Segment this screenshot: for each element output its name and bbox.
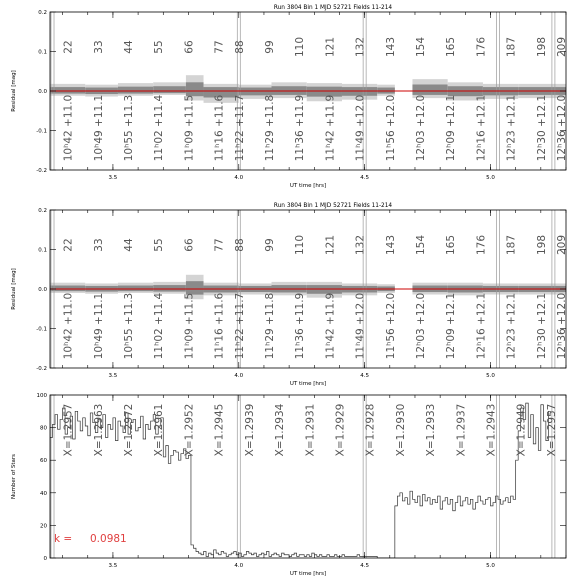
field-number-label: 44 bbox=[123, 238, 136, 252]
field-number-label: 99 bbox=[263, 40, 276, 54]
field-time-label: 11ʰ29 +11.8 bbox=[263, 94, 276, 162]
y-tick-label: 0 bbox=[43, 556, 47, 562]
field-number-label: 209 bbox=[555, 234, 568, 256]
residual-panel-middle bbox=[11, 203, 568, 387]
field-number-label: 66 bbox=[183, 238, 196, 252]
field-number-label: 176 bbox=[475, 36, 488, 58]
x-tick-label: 5.0 bbox=[486, 175, 495, 181]
field-time-label: 12ʰ36 +12.0 bbox=[555, 94, 568, 162]
error-band-inner bbox=[50, 87, 85, 94]
x-tick-label: 3.5 bbox=[108, 563, 118, 569]
y-tick-label: 20 bbox=[40, 523, 47, 530]
y-tick-label: 0.1 bbox=[38, 49, 47, 56]
airmass-label: X=1.2937 bbox=[455, 403, 468, 457]
error-band-inner bbox=[153, 86, 186, 93]
field-number-label: 198 bbox=[535, 234, 548, 256]
x-tick-label: 3.5 bbox=[108, 373, 118, 379]
field-time-label: 11ʰ36 +11.9 bbox=[294, 292, 307, 360]
field-time-label: 12ʰ16 +12.1 bbox=[475, 292, 488, 360]
field-number-label: 33 bbox=[92, 238, 105, 252]
error-band-inner bbox=[186, 82, 204, 96]
field-time-label: 11ʰ29 +11.8 bbox=[263, 292, 276, 360]
y-axis-label: Number of Stars bbox=[11, 453, 17, 500]
field-number-label: 154 bbox=[415, 36, 428, 58]
error-band-inner bbox=[186, 281, 204, 294]
field-number-label: 165 bbox=[445, 234, 458, 256]
field-time-label: 11ʰ49 +12.0 bbox=[354, 292, 367, 360]
field-time-label: 10ʰ55 +11.3 bbox=[123, 292, 136, 360]
field-time-label: 12ʰ03 +12.0 bbox=[415, 292, 428, 360]
field-number-label: 165 bbox=[445, 36, 458, 58]
field-time-label: 12ʰ23 +12.1 bbox=[505, 94, 518, 162]
field-number-label: 110 bbox=[294, 234, 307, 256]
k-label: k = bbox=[54, 533, 73, 545]
y-tick-label: 0.0 bbox=[38, 89, 47, 95]
field-number-label: 22 bbox=[62, 238, 75, 252]
field-number-label: 132 bbox=[354, 36, 367, 58]
airmass-label: X=1.2930 bbox=[394, 403, 407, 457]
y-tick-label: 0.1 bbox=[38, 247, 47, 254]
field-time-label: 11ʰ56 +12.0 bbox=[384, 94, 397, 162]
field-time-label: 11ʰ16 +11.6 bbox=[213, 94, 226, 162]
airmass-label: X=1.2939 bbox=[243, 403, 256, 457]
x-tick-label: 4.0 bbox=[234, 563, 244, 569]
airmass-label: X=1.2957 bbox=[62, 403, 75, 457]
field-number-label: 88 bbox=[233, 40, 246, 54]
k-value: 0.0981 bbox=[90, 533, 127, 545]
field-number-label: 187 bbox=[505, 234, 518, 256]
field-number-label: 33 bbox=[92, 40, 105, 54]
airmass-label: X=1.2961 bbox=[153, 403, 166, 457]
field-time-label: 11ʰ09 +11.5 bbox=[183, 292, 196, 360]
airmass-label: X=1.2952 bbox=[183, 403, 196, 457]
x-tick-label: 4.5 bbox=[360, 373, 370, 379]
field-number-label: 22 bbox=[62, 40, 75, 54]
y-tick-label: 40 bbox=[40, 490, 47, 497]
x-tick-label: 5.0 bbox=[486, 563, 495, 569]
airmass-label: X=1.2928 bbox=[364, 403, 377, 457]
chart-title: Run 3804 Bin 1 MJD 52721 Fields 11-214 bbox=[273, 5, 393, 11]
airmass-label: X=1.2972 bbox=[123, 403, 136, 457]
field-time-label: 12ʰ16 +12.1 bbox=[475, 94, 488, 162]
field-number-label: 143 bbox=[384, 36, 397, 58]
x-tick-label: 3.5 bbox=[108, 175, 118, 181]
field-time-label: 11ʰ49 +12.0 bbox=[354, 94, 367, 162]
y-axis-label: Residual [mag] bbox=[11, 70, 17, 112]
field-time-label: 12ʰ30 +12.1 bbox=[535, 94, 548, 162]
field-number-label: 143 bbox=[384, 234, 397, 256]
field-time-label: 12ʰ30 +12.1 bbox=[535, 292, 548, 360]
field-number-label: 209 bbox=[555, 36, 568, 58]
y-tick-label: 0.2 bbox=[38, 10, 47, 16]
field-number-label: 88 bbox=[233, 238, 246, 252]
field-number-label: 121 bbox=[324, 234, 337, 256]
field-number-label: 110 bbox=[294, 36, 307, 58]
field-number-label: 198 bbox=[535, 36, 548, 58]
y-axis-label: Residual [mag] bbox=[11, 268, 17, 310]
airmass-label: X=1.2929 bbox=[334, 403, 347, 457]
field-time-label: 11ʰ16 +11.6 bbox=[213, 292, 226, 360]
y-tick-label: -0.2 bbox=[36, 168, 47, 174]
x-tick-label: 4.5 bbox=[360, 563, 370, 569]
field-time-label: 12ʰ03 +12.0 bbox=[415, 94, 428, 162]
field-time-label: 11ʰ42 +11.9 bbox=[324, 94, 337, 162]
x-tick-label: 4.0 bbox=[234, 373, 244, 379]
field-time-label: 12ʰ09 +12.1 bbox=[445, 292, 458, 360]
error-band-inner bbox=[153, 285, 186, 292]
field-time-label: 11ʰ02 +11.4 bbox=[153, 292, 166, 360]
y-tick-label: 0.0 bbox=[38, 287, 47, 293]
error-band-inner bbox=[412, 84, 447, 94]
field-number-label: 77 bbox=[213, 40, 226, 54]
y-tick-label: -0.1 bbox=[36, 128, 47, 135]
error-band-inner bbox=[118, 286, 153, 292]
field-number-label: 187 bbox=[505, 36, 518, 58]
chart-title: Run 3804 Bin 1 MJD 52721 Fields 11-214 bbox=[273, 203, 393, 209]
airmass-label: X=1.2943 bbox=[485, 403, 498, 457]
field-number-label: 154 bbox=[415, 234, 428, 256]
x-axis-label: UT time [hrs] bbox=[289, 571, 327, 576]
field-number-label: 132 bbox=[354, 234, 367, 256]
star-count-panel bbox=[11, 393, 566, 576]
field-time-label: 12ʰ36 +12.0 bbox=[555, 292, 568, 360]
field-time-label: 10ʰ49 +11.1 bbox=[92, 94, 105, 162]
field-number-label: 44 bbox=[123, 40, 136, 54]
y-tick-label: -0.1 bbox=[36, 326, 47, 333]
residual-panel-top bbox=[11, 5, 568, 189]
field-time-label: 12ʰ23 +12.1 bbox=[505, 292, 518, 360]
y-tick-label: 100 bbox=[36, 393, 47, 399]
field-time-label: 11ʰ42 +11.9 bbox=[324, 292, 337, 360]
field-time-label: 11ʰ22 +11.7 bbox=[233, 292, 246, 360]
error-band-inner bbox=[118, 87, 153, 94]
x-axis-label: UT time [hrs] bbox=[289, 381, 327, 387]
field-time-label: 11ʰ36 +11.9 bbox=[294, 94, 307, 162]
field-time-label: 11ʰ56 +12.0 bbox=[384, 292, 397, 360]
field-number-label: 66 bbox=[183, 40, 196, 54]
x-axis-label: UT time [hrs] bbox=[289, 183, 327, 189]
airmass-label: X=1.2963 bbox=[92, 403, 105, 457]
y-tick-label: 0.2 bbox=[38, 208, 47, 214]
x-tick-label: 4.0 bbox=[234, 175, 244, 181]
y-tick-label: 60 bbox=[40, 458, 47, 465]
field-time-label: 10ʰ42 +11.0 bbox=[62, 292, 75, 360]
y-tick-label: -0.2 bbox=[36, 366, 47, 372]
field-number-label: 55 bbox=[153, 40, 166, 54]
airmass-label: X=1.2934 bbox=[274, 403, 287, 457]
field-time-label: 11ʰ22 +11.7 bbox=[233, 94, 246, 162]
field-time-label: 10ʰ42 +11.0 bbox=[62, 94, 75, 162]
x-tick-label: 5.0 bbox=[486, 373, 495, 379]
field-number-label: 121 bbox=[324, 36, 337, 58]
airmass-label: X=1.2933 bbox=[425, 403, 438, 457]
field-number-label: 77 bbox=[213, 238, 226, 252]
error-band-inner bbox=[50, 286, 85, 292]
field-time-label: 10ʰ55 +11.3 bbox=[123, 94, 136, 162]
airmass-label: X=1.2931 bbox=[304, 403, 317, 457]
airmass-label: X=1.2945 bbox=[213, 403, 226, 457]
x-tick-label: 4.5 bbox=[360, 175, 370, 181]
y-tick-label: 80 bbox=[40, 425, 47, 432]
field-time-label: 11ʰ09 +11.5 bbox=[183, 94, 196, 162]
field-time-label: 10ʰ49 +11.1 bbox=[92, 292, 105, 360]
airmass-label: X=1.2949 bbox=[515, 403, 528, 457]
field-number-label: 99 bbox=[263, 238, 276, 252]
field-number-label: 55 bbox=[153, 238, 166, 252]
field-number-label: 176 bbox=[475, 234, 488, 256]
airmass-label: X=1.2957 bbox=[545, 403, 558, 457]
field-time-label: 12ʰ09 +12.1 bbox=[445, 94, 458, 162]
field-time-label: 11ʰ02 +11.4 bbox=[153, 94, 166, 162]
